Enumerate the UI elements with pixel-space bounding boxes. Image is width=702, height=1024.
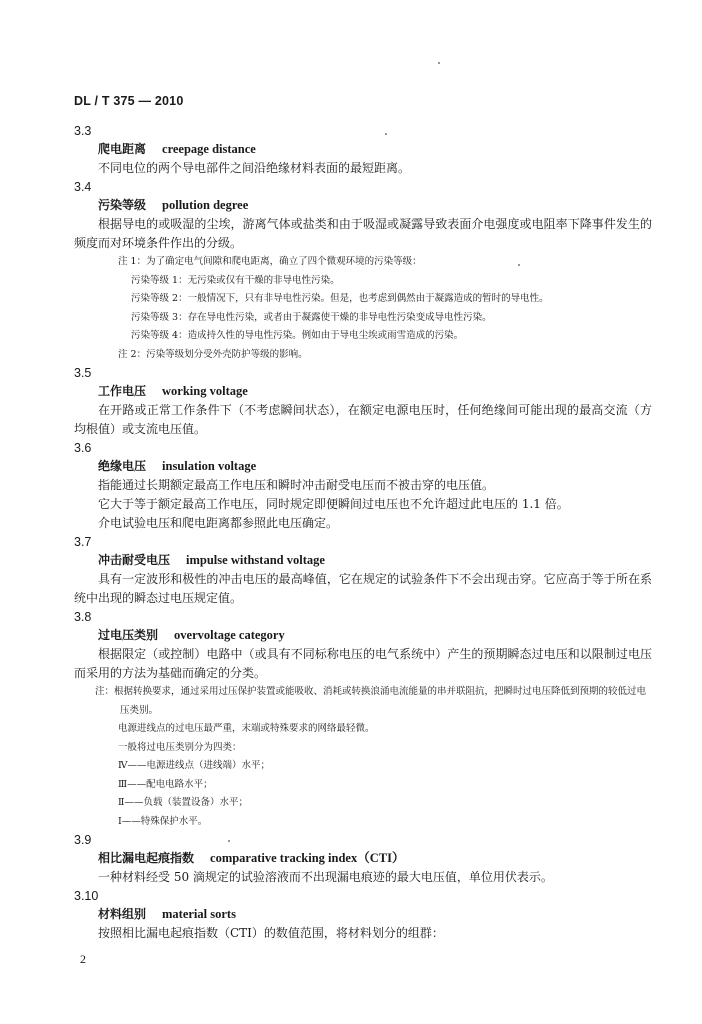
section: [74, 887, 652, 943]
definition-paragraph: 根据限定（或控制）电路中（或具有不同标称电压的电气系统中）产生的预期瞬态过电压和以限制过电压而采用的方法为基础而确定的分类。: [74, 647, 652, 680]
term-chinese: 污染等级: [98, 198, 147, 212]
term-heading: [74, 849, 652, 868]
section: [74, 122, 652, 178]
term-chinese: 爬电距离: [98, 142, 147, 156]
definition-paragraph: 根据导电的或吸湿的尘埃，游离气体或盐类和由于吸湿或凝露导致表面介电强度或电阻率下降事件发生的频度而对环境条件作出的分级。: [74, 217, 652, 250]
term-chinese: 过电压类别: [98, 628, 159, 642]
term-chinese: 工作电压: [98, 384, 147, 398]
term-heading: [74, 626, 652, 645]
page-number: 2: [80, 952, 86, 966]
section-number: 3.10: [74, 889, 99, 903]
note-line: 污染等级 3：存在导电性污染，或者由于凝露使干燥的非导电性污染变成导电性污染。: [131, 311, 492, 323]
note-line: Ⅰ——特殊保护水平。: [118, 815, 208, 827]
section: [74, 178, 652, 364]
term-heading: [74, 551, 652, 570]
term-heading: [74, 140, 652, 159]
note-line: Ⅳ——电源进线点（进线端）水平；: [118, 760, 270, 771]
term-chinese: 冲击耐受电压: [98, 553, 171, 567]
definition-paragraph: 按照相比漏电起痕指数（CTI）的数值范围，将材料划分的组群：: [98, 926, 444, 940]
scan-speck: [228, 840, 230, 842]
term-heading: [74, 905, 652, 924]
note-line: Ⅲ——配电电路水平；: [118, 778, 213, 790]
term-english: comparative tracking index（CTI）: [210, 851, 405, 865]
section: [74, 364, 652, 439]
section-number: 3.7: [74, 535, 92, 549]
note-line: 一般将过电压类别分为四类：: [118, 741, 242, 753]
section: [74, 439, 652, 533]
section: [74, 533, 652, 608]
term-english: creepage distance: [162, 142, 256, 156]
section-number: 3.5: [74, 366, 92, 380]
term-heading: [74, 196, 652, 215]
scan-speck: [438, 62, 440, 64]
definition-paragraph: 不同电位的两个导电部件之间沿绝缘材料表面的最短距离。: [98, 161, 411, 175]
section: [74, 608, 652, 831]
definition-paragraph: 在开路或正常工作条件下（不考虑瞬间状态），在额定电源电压时，任何绝缘间可能出现的最高交流（方均根值）或支流电压值。: [74, 403, 652, 436]
scan-speck: [385, 133, 387, 135]
page-header: DL / T 375 — 2010: [74, 94, 184, 108]
term-english: overvoltage category: [174, 628, 285, 642]
note-line: 污染等级 4：造成持久性的导电性污染。例如由于导电尘埃或雨雪造成的污染。: [131, 330, 464, 341]
definition-paragraph: 它大于等于额定最高工作电压，同时规定即便瞬间过电压也不允许超过此电压的 1.1 倍。: [98, 497, 569, 511]
note-line: 污染等级 1：无污染或仅有干燥的非导电性污染。: [131, 274, 340, 286]
section-number: 3.9: [74, 833, 92, 847]
note-line: 电源进线点的过电压最严重，末端或特殊要求的网络最轻微。: [118, 723, 375, 734]
definition-paragraph: 介电试验电压和爬电距离都参照此电压确定。: [98, 516, 339, 530]
note-line: 注：根据转换要求，通过采用过压保护装置或能吸收、消耗或转换浪涌电流能量的串并联阻抗，把瞬时过电压降低到预期的较低过电压类别。: [95, 686, 647, 716]
section-number: 3.3: [74, 124, 92, 138]
definition-paragraph: 具有一定波形和极性的冲击电压的最高峰值，它在规定的试验条件下不会出现击穿。它应高于等于所在系统中出现的瞬态过电压规定值。: [74, 572, 652, 605]
term-english: pollution degree: [162, 198, 249, 212]
term-chinese: 相比漏电起痕指数: [98, 851, 195, 865]
term-heading: [74, 457, 652, 476]
term-english: working voltage: [162, 384, 248, 398]
term-chinese: 材料组别: [98, 907, 147, 921]
note-line: Ⅱ——负载（装置设备）水平；: [118, 797, 248, 808]
definition-paragraph: 指能通过长期额定最高工作电压和瞬时冲击耐受电压而不被击穿的电压值。: [98, 478, 495, 492]
term-english: impulse withstand voltage: [186, 553, 325, 567]
scan-speck: [518, 264, 520, 266]
note-line: 注 2：污染等级划分受外壳防护等级的影响。: [118, 348, 308, 360]
section: [74, 831, 652, 887]
term-chinese: 绝缘电压: [98, 459, 147, 473]
section-number: 3.6: [74, 441, 92, 455]
term-heading: [74, 382, 652, 401]
note-line: 污染等级 2：一般情况下，只有非导电性污染。但是，也考虑到偶然由于凝露造成的暂时的导电性。: [131, 293, 549, 304]
section-number: 3.8: [74, 610, 92, 624]
term-english: insulation voltage: [162, 459, 257, 473]
document-body: [74, 122, 652, 943]
note-line: 注 1：为了确定电气间隙和爬电距离，确立了四个微观环境的污染等级：: [118, 256, 422, 267]
definition-paragraph: 一种材料经受 50 滴规定的试验溶液而不出现漏电痕迹的最大电压值，单位用伏表示。: [98, 870, 553, 884]
section-number: 3.4: [74, 180, 92, 194]
term-english: material sorts: [162, 907, 236, 921]
